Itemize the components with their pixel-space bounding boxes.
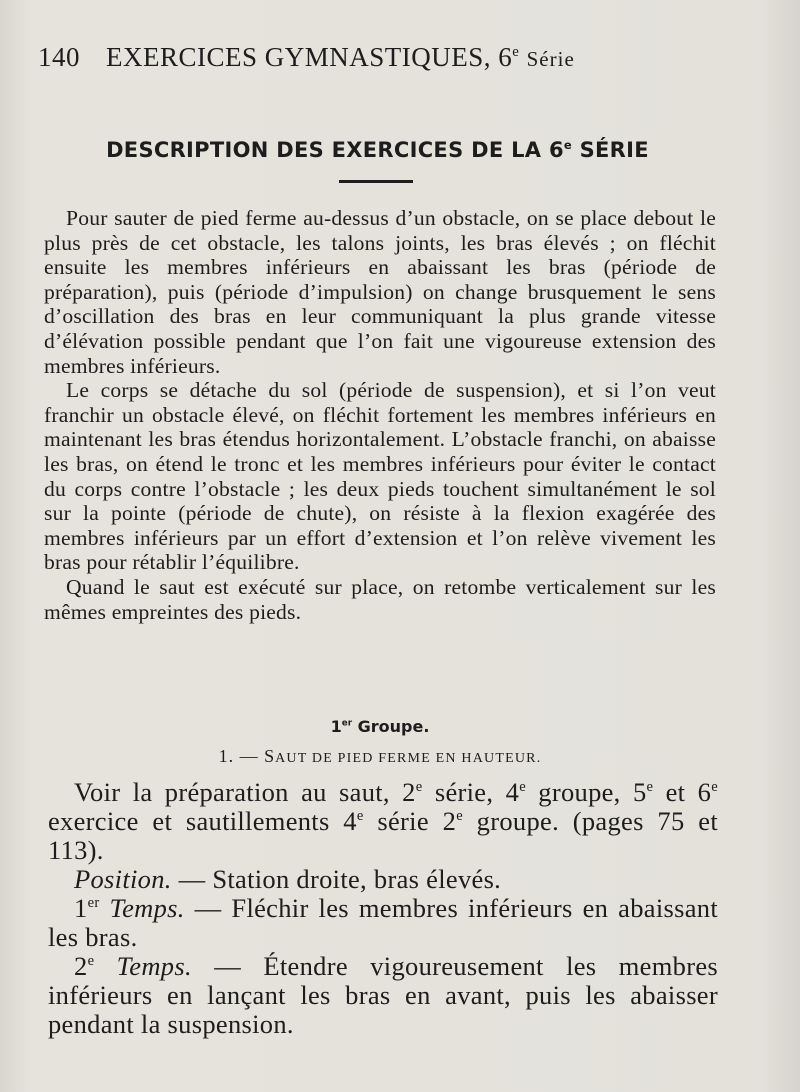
temps1-text: — Fléchir les membres inférieurs en abaissant les bras. (48, 893, 718, 952)
section-title-end: SÉRIE (572, 138, 649, 162)
instruction-temps-1 (48, 894, 718, 952)
ref-sup-6: e (456, 808, 463, 825)
ref-part-e: exercice et sautillements 4 (48, 806, 357, 836)
group-number: 1 (330, 717, 342, 736)
page-number: 140 (38, 42, 80, 72)
position-label: Position. (74, 864, 172, 894)
ref-sup-4: e (711, 779, 718, 796)
instruction-temps-2 (48, 952, 718, 1039)
ref-part-b: série, 4 (422, 777, 520, 807)
ref-part-g: groupe. (pages 75 et 113). (48, 806, 718, 865)
header-title: EXERCICES GYMNASTIQUES, 6 (106, 42, 513, 72)
temps1-number: 1 (74, 893, 88, 923)
temps2-sup: e (87, 953, 95, 970)
position-text: — Station droite, bras élevés. (171, 864, 502, 894)
paragraph-1: Pour sauter de pied ferme au-dessus d’un obstacle, on se place debout le plus près de cet obstacle, les talons joints, les bras élevés ; on fléchit ensuite les membres inférieurs en abaissant les bras (période de préparation), puis (période d’impulsion) on change brusquement le sens d’oscillation des bras en leur communiquant la plus grande vitesse d’élévation possible pendant que l’on fait une vigoureuse extension des membres inférieurs. (44, 206, 716, 378)
group-label: Groupe. (352, 717, 430, 736)
temps2-number: 2 (74, 951, 88, 981)
ref-sup-5: e (356, 808, 364, 825)
ref-part-d: et 6 (653, 777, 712, 807)
group-heading (0, 717, 760, 736)
instruction-reference (48, 778, 718, 865)
exercise-title (0, 746, 760, 767)
header-series-word: Série (526, 47, 575, 71)
exercise-title-rest: AUT DE PIED FERME EN HAUTEUR. (275, 751, 542, 766)
temps1-sup: er (87, 895, 100, 912)
instruction-position (48, 865, 718, 894)
running-header (38, 42, 778, 73)
section-title-main: DESCRIPTION DES EXERCICES DE LA 6 (106, 138, 564, 162)
description-body (44, 206, 716, 624)
exercise-number: 1. — (218, 746, 265, 766)
temps2-label: Temps. (94, 951, 192, 981)
ref-sup-2: e (519, 779, 526, 796)
paragraph-2: Le corps se détache du sol (période de suspension), et si l’on veut franchir un obstacle élevé, on fléchit fortement les membres inférieurs en maintenant les bras étendus horizontalement. L’obstacle franchi, on abaisse les bras, on étend le tronc et les membres inférieurs pour éviter le contact du corps contre l’obstacle ; les deux pieds touchent simultanément le sol sur la pointe (période de chute), on résiste à la flexion exagérée des membres inférieurs par un effort d’extension et l’on relève vivement les bras pour rétablir l’équilibre. (44, 378, 716, 575)
ref-sup-1: e (415, 779, 423, 796)
group-number-sup: er (341, 718, 353, 729)
ref-part-f: série 2 (363, 806, 457, 836)
exercise-instructions (48, 778, 718, 1039)
ref-sup-3: e (646, 779, 654, 796)
paragraph-3: Quand le saut est exécuté sur place, on retombe verticalement sur les mêmes empreintes des pieds. (44, 574, 716, 624)
ref-part-c: groupe, 5 (525, 777, 647, 807)
temps2-text: — Étendre vigoureusement les membres inférieurs en lançant les bras en avant, puis les abaisser pendant la suspension. (48, 951, 718, 1039)
header-title-sup: e (512, 44, 520, 60)
section-title (0, 138, 755, 162)
temps1-label: Temps. (99, 893, 185, 923)
section-title-sup: e (563, 138, 572, 152)
exercise-title-initial: S (264, 746, 276, 766)
ref-part-a: Voir la préparation au saut, 2 (74, 777, 416, 807)
title-divider (339, 180, 413, 183)
